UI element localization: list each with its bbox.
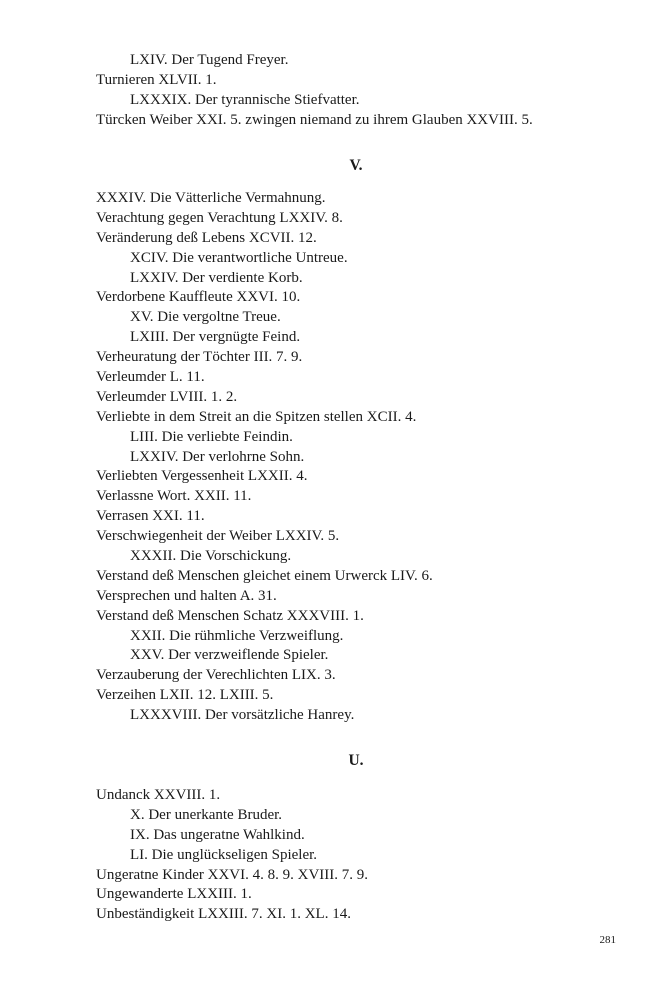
- index-subentry: LXIII. Der vergnügte Feind.: [130, 329, 301, 346]
- index-entry: Verachtung gegen Verachtung LXXIV. 8.: [96, 209, 343, 226]
- index-entry: Verleumder L. 11.: [96, 369, 205, 386]
- index-entry: Verlassne Wort. XXII. 11.: [96, 488, 252, 505]
- index-subentry: LXIV. Der Tugend Freyer.: [130, 52, 289, 68]
- index-entry: Verliebten Vergessenheit LXXII. 4.: [96, 468, 308, 485]
- index-entry: Verzeihen LXII. 12. LXIII. 5.: [96, 687, 274, 704]
- index-subentry: XV. Die vergoltne Treue.: [130, 309, 281, 326]
- index-subentry: X. Der unerkante Bruder.: [130, 806, 283, 823]
- index-entry: Undanck XXVIII. 1.: [96, 787, 221, 803]
- index-section-v: [96, 189, 616, 726]
- index-subentry: IX. Das ungeratne Wahlkind.: [130, 826, 305, 843]
- index-entry: Veränderung deß Lebens XCVII. 12.: [96, 229, 317, 246]
- index-entry: Turnieren XLVII. 1.: [96, 71, 217, 88]
- index-subentry: XXXII. Die Vorschickung.: [130, 548, 292, 565]
- index-subentry: XXII. Die rühmliche Verzweiflung.: [130, 627, 344, 644]
- index-entry: Türcken Weiber XXI. 5. zwingen niemand zu ihrem Glauben XXVIII. 5.: [96, 111, 533, 128]
- index-entry: Ungewanderte LXXIII. 1.: [96, 886, 252, 903]
- index-subentry: LI. Die unglückseligen Spieler.: [130, 846, 318, 863]
- index-subentry: LXXIV. Der verlohrne Sohn.: [130, 448, 305, 465]
- index-entry: Verzauberung der Verechlichten LIX. 3.: [96, 667, 336, 684]
- index-subentry: XCIV. Die verantwortliche Untreue.: [130, 249, 348, 266]
- page-number: 281: [599, 934, 616, 946]
- index-entry: XXXIV. Die Vätterliche Vermahnung.: [96, 190, 326, 206]
- index-subentry: LXXIV. Der verdiente Korb.: [130, 269, 303, 286]
- index-section-t-continuation: [96, 51, 616, 131]
- index-entry: Verrasen XXI. 11.: [96, 508, 205, 525]
- index-subentry: LXXXIX. Der tyrannische Stiefvatter.: [130, 91, 360, 108]
- index-entry: Verleumder LVIII. 1. 2.: [96, 388, 238, 405]
- index-entry: Unbeständigkeit LXXIII. 7. XI. 1. XL. 14.: [96, 906, 351, 923]
- index-entry: Verdorbene Kauffleute XXVI. 10.: [96, 289, 301, 306]
- index-subentry: XXV. Der verzweiflende Spieler.: [130, 647, 329, 664]
- index-entry: Verschwiegenheit der Weiber LXXIV. 5.: [96, 528, 340, 545]
- section-heading-v: V.: [349, 157, 363, 174]
- index-section-u: [96, 786, 616, 925]
- index-entry: Ungeratne Kinder XXVI. 4. 8. 9. XVIII. 7. 9.: [96, 866, 369, 883]
- index-subentry: LXXXVIII. Der vorsätzliche Hanrey.: [130, 707, 355, 724]
- index-entry: Verheuratung der Töchter III. 7. 9.: [96, 349, 303, 366]
- index-entry: Versprechen und halten A. 31.: [96, 587, 277, 604]
- index-entry: Verstand deß Menschen Schatz XXXVIII. 1.: [96, 607, 364, 624]
- index-subentry: LIII. Die verliebte Feindin.: [130, 428, 293, 445]
- index-entry: Verliebte in dem Streit an die Spitzen stellen XCII. 4.: [96, 408, 417, 425]
- index-entry: Verstand deß Menschen gleichet einem Urwerck LIV. 6.: [96, 567, 433, 584]
- section-heading-u: U.: [348, 752, 364, 769]
